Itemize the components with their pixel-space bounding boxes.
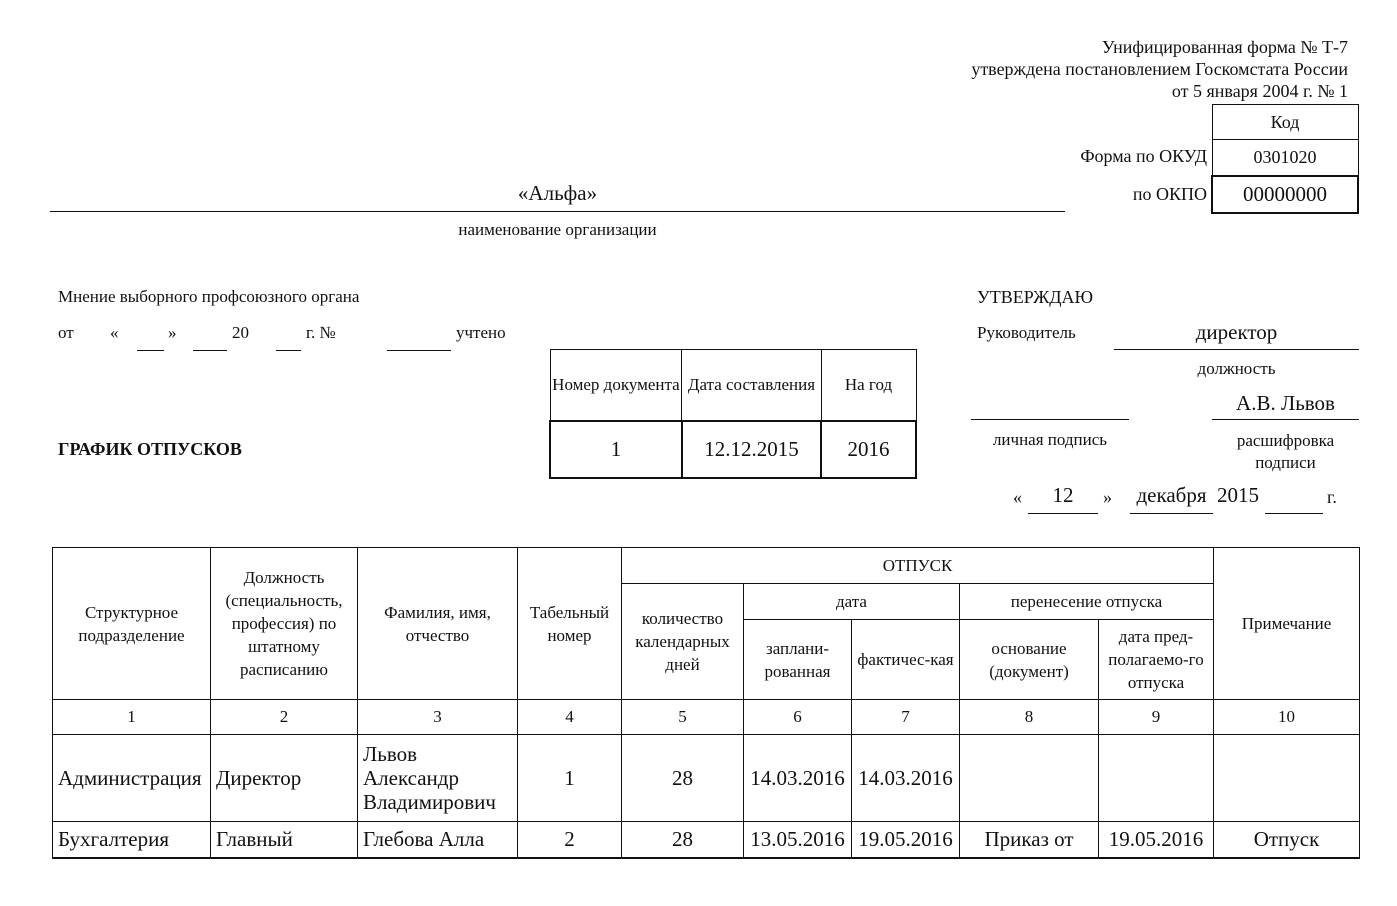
org-underline [50, 211, 1065, 212]
col-number: 10 [1214, 700, 1360, 735]
cell-struct: Бухгалтерия [53, 822, 211, 858]
approve-decode-caption: расшифровка подписи [1236, 431, 1335, 472]
doc-year-value: 2016 [821, 421, 916, 478]
okud-value: 0301020 [1212, 140, 1358, 176]
cell-tab-number: 2 [518, 822, 622, 858]
header-planned: заплани-рованная [744, 620, 852, 700]
cell-position: Главный [211, 822, 358, 858]
cell-days: 28 [622, 735, 744, 822]
cell-struct: Администрация [53, 735, 211, 822]
form-line-2: утверждена постановлением Госкомстата России [971, 59, 1348, 79]
union-quote-open: « [110, 323, 119, 342]
approve-sign-caption: личная подпись [992, 430, 1108, 449]
okpo-value: 00000000 [1212, 176, 1358, 213]
approve-day-line [1028, 513, 1098, 514]
cell-planned: 13.05.2016 [744, 822, 852, 858]
table-row [53, 822, 1360, 858]
approve-head-label: Руководитель [977, 323, 1076, 342]
union-month-line [193, 350, 227, 351]
header-tab-number: Табельный номер [518, 548, 622, 700]
union-accounted: учтено [456, 323, 506, 342]
cell-expected [1099, 735, 1214, 822]
header-expected: дата пред-полагаемо-го отпуска [1099, 620, 1214, 700]
okpo-label: по ОКПО [1132, 184, 1207, 204]
org-caption: наименование организации [458, 220, 657, 239]
code-header: Код [1212, 105, 1358, 140]
cell-actual: 19.05.2016 [852, 822, 960, 858]
approve-position-value: директор [1195, 320, 1278, 344]
union-g-no: г. № [306, 323, 336, 342]
doc-title: ГРАФИК ОТПУСКОВ [58, 439, 242, 459]
col-number: 9 [1099, 700, 1214, 735]
col-number: 8 [960, 700, 1099, 735]
col-number: 6 [744, 700, 852, 735]
cell-note: Отпуск [1214, 822, 1360, 858]
header-struct: Структурное подразделение [53, 548, 211, 700]
approve-month: декабря [1136, 483, 1207, 507]
approve-position-caption: должность [1197, 359, 1276, 378]
approve-year-line [1265, 513, 1323, 514]
cell-fio: Глебова Алла [358, 822, 518, 858]
cell-actual: 14.03.2016 [852, 735, 960, 822]
header-basis: основание (документ) [960, 620, 1099, 700]
cell-note [1214, 735, 1360, 822]
approve-sign-line [971, 419, 1129, 420]
okud-label: Форма по ОКУД [1080, 146, 1207, 166]
header-vacation: ОТПУСК [622, 548, 1214, 584]
col-number: 4 [518, 700, 622, 735]
union-title: Мнение выборного профсоюзного органа [58, 287, 360, 306]
col-number: 7 [852, 700, 960, 735]
header-days: количество календарных дней [622, 584, 744, 700]
form-header [800, 36, 1348, 102]
header-position: Должность (специальность, профессия) по штатному расписанию [211, 548, 358, 700]
union-year-line [276, 350, 301, 351]
approve-month-line [1130, 513, 1213, 514]
doc-date-header: Дата составления [682, 350, 821, 421]
cell-fio: Львов Александр Владимирович [358, 735, 518, 822]
union-year-prefix: 20 [232, 323, 249, 342]
cell-position: Директор [211, 735, 358, 822]
doc-date-value: 12.12.2015 [682, 421, 821, 478]
form-line-1: Унифицированная форма № Т-7 [1101, 37, 1348, 57]
header-actual: фактичес-кая [852, 620, 960, 700]
header-note: Примечание [1214, 548, 1360, 700]
cell-basis: Приказ от [960, 822, 1099, 858]
form-line-3: от 5 января 2004 г. № 1 [1171, 81, 1348, 101]
approve-quote-open: « [1013, 487, 1022, 507]
approve-quote-close: » [1103, 487, 1112, 507]
col-number: 2 [211, 700, 358, 735]
approve-year: 2015 [1217, 483, 1259, 507]
col-number: 3 [358, 700, 518, 735]
approve-g: г. [1327, 487, 1337, 507]
cell-planned: 14.03.2016 [744, 735, 852, 822]
cell-days: 28 [622, 822, 744, 858]
codes-table [1211, 104, 1359, 214]
col-number: 1 [53, 700, 211, 735]
vacation-table [52, 547, 1360, 859]
union-quote-close: » [168, 323, 177, 342]
header-date: дата [744, 584, 960, 620]
approve-day: 12 [1052, 483, 1074, 507]
cell-tab-number: 1 [518, 735, 622, 822]
header-transfer: перенесение отпуска [960, 584, 1214, 620]
union-number-line [387, 350, 451, 351]
org-name: «Альфа» [517, 181, 598, 205]
approve-title: УТВЕРЖДАЮ [977, 287, 1094, 307]
approve-name-line [1212, 419, 1359, 420]
table-row [53, 735, 1360, 822]
approve-name-value: А.В. Львов [1236, 391, 1335, 415]
cell-basis [960, 735, 1099, 822]
union-day-line [137, 350, 164, 351]
doc-number-value: 1 [550, 421, 682, 478]
doc-year-header: На год [821, 350, 916, 421]
approve-position-line [1114, 349, 1359, 350]
union-from: от [58, 323, 74, 342]
doc-info-table [549, 349, 917, 479]
doc-number-header: Номер документа [550, 350, 682, 421]
cell-expected: 19.05.2016 [1099, 822, 1214, 858]
header-fio: Фамилия, имя, отчество [358, 548, 518, 700]
col-number: 5 [622, 700, 744, 735]
